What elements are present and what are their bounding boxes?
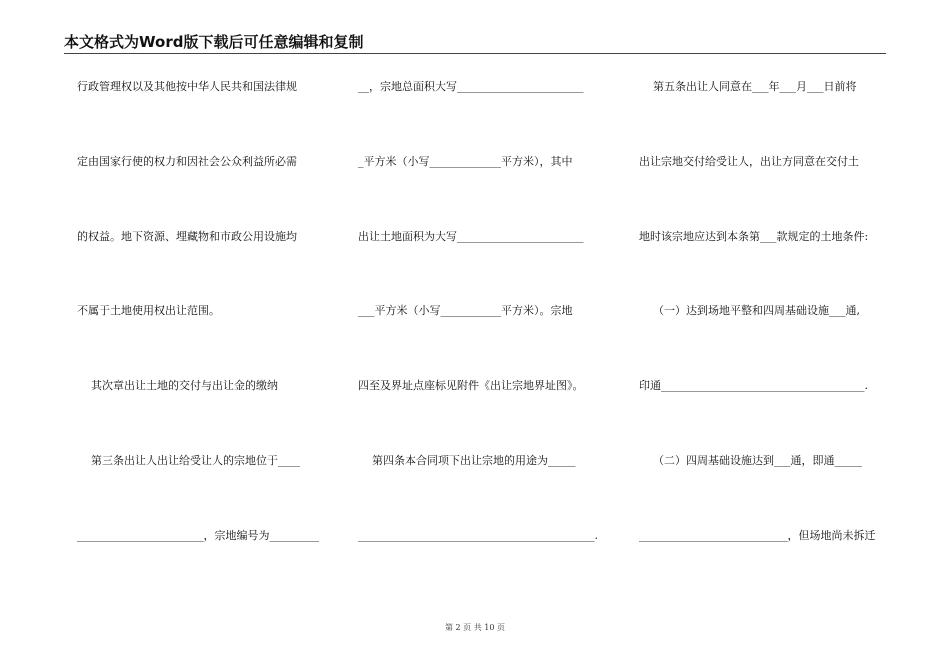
text-line: （一）达到场地平整和四周基础设施___通, — [639, 304, 860, 317]
text-line: 其次章出让土地的交付与出让金的缴纳 — [77, 379, 278, 392]
text-line: （二）四周基础设施达到___通，即通_____ — [639, 454, 862, 467]
text-line: 行政管理权以及其他按中华人民共和国法律规 — [77, 80, 297, 93]
page-footer: 第 2 页 共 10 页 — [445, 623, 505, 632]
text-line: ___________________________，但场地尚未拆迁 — [639, 529, 876, 542]
text-line: ___平方米（小写___________平方米）。宗地 — [358, 304, 573, 317]
text-line: 四至及界址点座标见附件《出让宗地界址图》。 — [358, 379, 584, 392]
text-line: 地时该宗地应达到本条第___款规定的土地条件: — [639, 230, 869, 243]
text-line: 定由国家行使的权力和因社会公众利益所必需 — [77, 155, 297, 168]
text-line: 不属于土地使用权出让范围。 — [77, 304, 220, 317]
text-line: 出让宗地交付给受让人，出让方同意在交付土 — [639, 155, 859, 168]
text-line: 第五条出让人同意在___年___月___日前将 — [639, 80, 857, 93]
text-line: _平方米（小写_____________平方米），其中 — [358, 155, 573, 168]
text-line: ___________________________________________. — [358, 529, 598, 542]
text-line: 第三条出让人出让给受让人的宗地位于____ — [77, 454, 300, 467]
text-line: 第四条本合同项下出让宗地的用途为_____ — [358, 454, 576, 467]
header-divider — [64, 53, 886, 54]
text-line: 印通_____________________________________. — [639, 379, 868, 392]
text-line: _______________________，宗地编号为_________ — [77, 529, 319, 542]
document-header: 本文格式为Word版下载后可任意编辑和复制 — [64, 33, 364, 51]
text-line: 的权益。地下资源、埋藏物和市政公用设施均 — [77, 230, 297, 243]
text-line: 出让土地面积为大写_______________________ — [358, 230, 584, 243]
text-line: __，宗地总面积大写_______________________ — [358, 80, 584, 93]
